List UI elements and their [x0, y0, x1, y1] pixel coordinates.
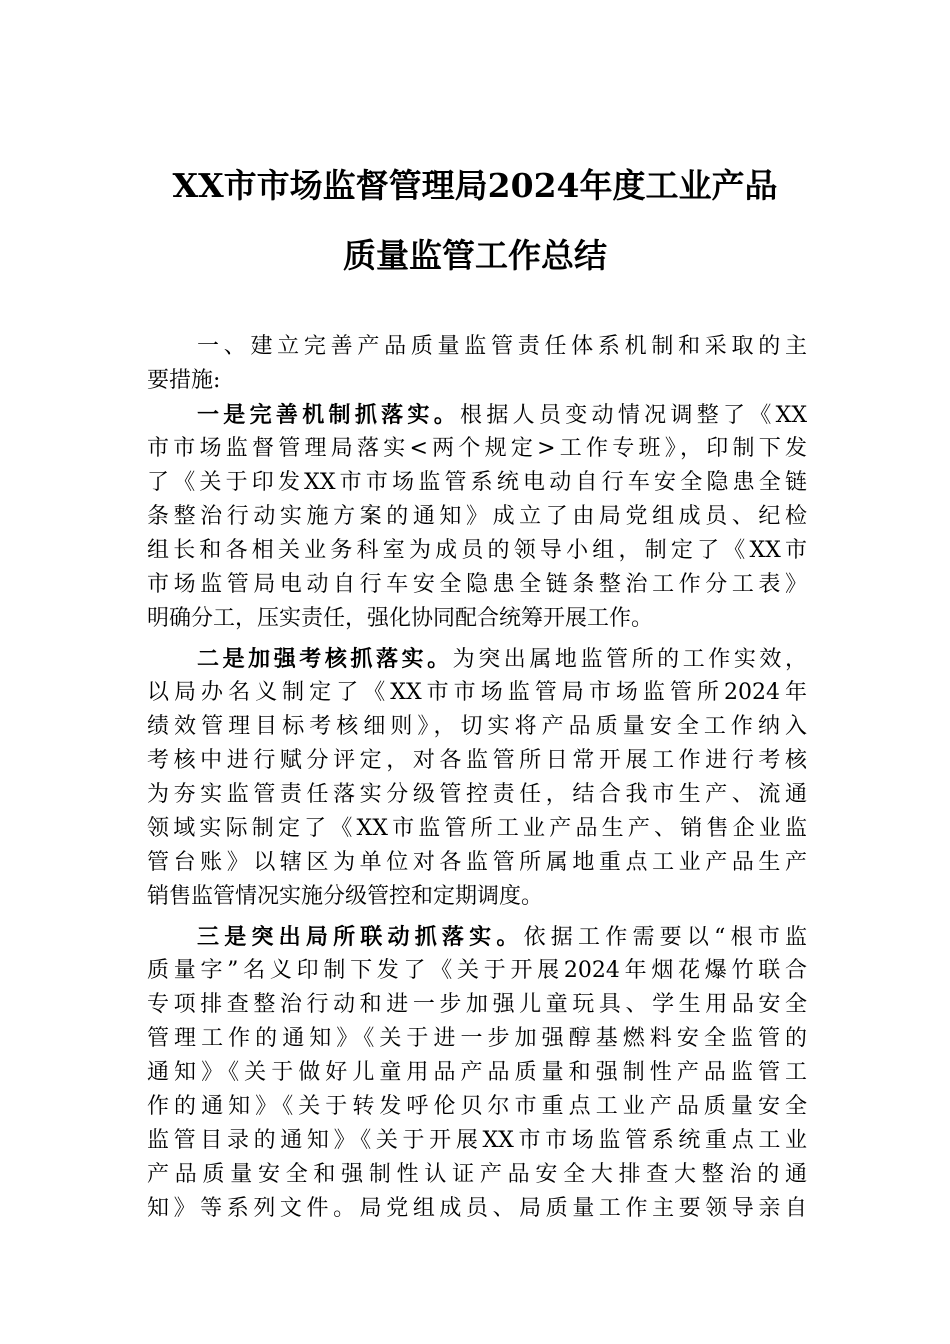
paragraph-3-line-1 — [197, 922, 807, 952]
paragraph-3-line-3: 专项排查整治行动和进一步加强儿童玩具、学生用品安全 — [147, 992, 807, 1017]
paragraph-2-line-5: 为夯实监管责任落实分级管控责任，结合我市生产、流通 — [147, 782, 807, 807]
paragraph-1-line-4: 条整治行动实施方案的通知》成立了由局党组成员、纪检 — [147, 504, 807, 529]
document-title-line-2: 质量监管工作总结 — [343, 236, 607, 275]
paragraph-2-line-2: 以局办名义制定了《XX市市场监管局市场监管所2024年 — [147, 680, 807, 705]
paragraph-1-line-3: 了《关于印发XX市市场监管系统电动自行车安全隐患全链 — [147, 470, 807, 495]
paragraph-3-line-4: 管理工作的通知》《关于进一步加强醇基燃料安全监管的 — [147, 1026, 807, 1051]
paragraph-1-line-6: 市场监管局电动自行车安全隐患全链条整治工作分工表》 — [147, 572, 807, 597]
paragraph-3-line-8: 产品质量安全和强制性认证产品安全大排查大整治的通 — [147, 1162, 807, 1187]
section-heading-line-1: 一、建立完善产品质量监管责任体系机制和采取的主 — [197, 334, 807, 359]
paragraph-2-line-3: 绩效管理目标考核细则》，切实将产品质量安全工作纳入 — [147, 714, 807, 739]
paragraph-3-lead: 三是突出局所联动抓落实。 — [197, 924, 524, 950]
paragraph-1-line-1 — [197, 400, 807, 430]
paragraph-3-line-1-text: 依据工作需要以“根市监 — [523, 925, 807, 950]
paragraph-1-line-5: 组长和各相关业务科室为成员的领导小组，制定了《XX市 — [147, 538, 807, 563]
paragraph-2-line-1-text: 为突出属地监管所的工作实效， — [452, 647, 807, 672]
paragraph-3-line-5: 通知》《关于做好儿童用品产品质量和强制性产品监管工 — [147, 1060, 807, 1085]
paragraph-3-line-7: 监管目录的通知》《关于开展XX市市场监管系统重点工业 — [147, 1128, 807, 1153]
paragraph-3-line-2: 质量字”名义印制下发了《关于开展2024年烟花爆竹联合 — [147, 958, 807, 983]
section-heading-line-2: 要措施: — [147, 368, 221, 393]
paragraph-1-line-1-text: 根据人员变动情况调整了《XX — [460, 403, 807, 428]
document-title-line-1: XX市市场监督管理局2024年度工业产品 — [172, 166, 778, 205]
paragraph-2-line-8: 销售监管情况实施分级管控和定期调度。 — [147, 884, 544, 909]
paragraph-1-line-2: 市市场监督管理局落实<两个规定>工作专班》，印制下发 — [147, 436, 807, 461]
paragraph-2-line-1 — [197, 644, 807, 674]
paragraph-3-line-6: 作的通知》《关于转发呼伦贝尔市重点工业产品质量安全 — [147, 1094, 807, 1119]
paragraph-1-lead: 一是完善机制抓落实。 — [197, 402, 461, 428]
paragraph-2-line-6: 领域实际制定了《XX市监管所工业产品生产、销售企业监 — [147, 816, 807, 841]
paragraph-3-line-9: 知》等系列文件。局党组成员、局质量工作主要领导亲自 — [147, 1196, 807, 1221]
paragraph-2-lead: 二是加强考核抓落实。 — [197, 646, 453, 672]
paragraph-1-line-7: 明确分工，压实责任，强化协同配合统筹开展工作。 — [147, 606, 654, 631]
paragraph-2-line-7: 管台账》以辖区为单位对各监管所属地重点工业产品生产 — [147, 850, 807, 875]
paragraph-2-line-4: 考核中进行赋分评定，对各监管所日常开展工作进行考核 — [147, 748, 807, 773]
